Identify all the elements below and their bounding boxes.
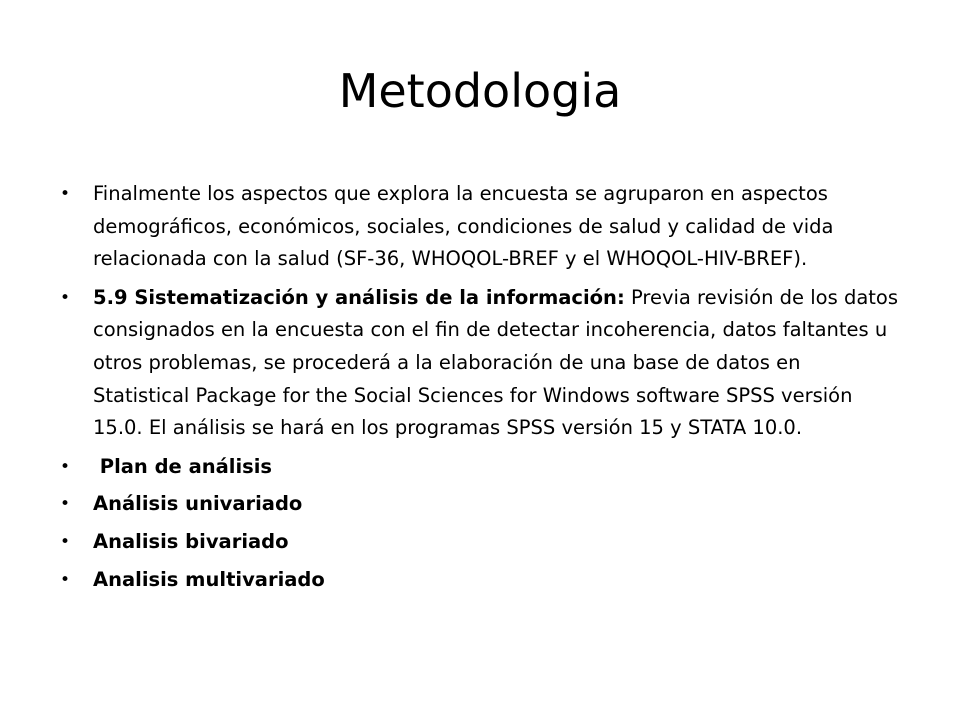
bullet-icon: • xyxy=(60,287,71,308)
bullet-bold-text: Analisis multivariado xyxy=(93,567,325,591)
bullet-item xyxy=(60,451,900,484)
bullet-item xyxy=(60,526,900,559)
bullet-icon: • xyxy=(60,494,71,515)
bullet-item xyxy=(60,488,900,521)
slide-title: Metodologia xyxy=(338,64,622,118)
bullet-item xyxy=(60,282,900,445)
bullet-item xyxy=(60,564,900,597)
bullet-bold-text: Analisis bivariado xyxy=(93,529,289,553)
bullet-bold-text: Análisis univariado xyxy=(93,492,303,516)
bullet-text: Finalmente los aspectos que explora la encuesta se agruparon en aspectos demográficos, económicos, sociales, condiciones de salud y calidad de vida relacionada con la salud (SF-36, WHOQOL-BREF y el WHOQOL-HIV-BREF). xyxy=(93,182,834,271)
bullet-bold-text: Plan de análisis xyxy=(93,454,273,478)
bullet-icon: • xyxy=(60,456,71,477)
bullet-text: Previa revisión de los datos consignados en la encuesta con el fin de detectar incoherencia, datos faltantes u otros problemas, se procederá a la elaboración de una base de datos en Statistical Package for the Social Sciences for Windows software SPSS versión 15.0. El análisis se hará en los programas SPSS versión 15 y STATA 10.0. xyxy=(93,285,899,440)
bullet-item xyxy=(60,178,900,276)
bullet-icon: • xyxy=(60,569,71,590)
bullet-icon: • xyxy=(60,184,71,204)
bullet-icon: • xyxy=(60,531,71,552)
bullet-bold-text: 5.9 Sistematización y análisis de la información: xyxy=(93,285,625,309)
bullet-list xyxy=(60,178,900,601)
